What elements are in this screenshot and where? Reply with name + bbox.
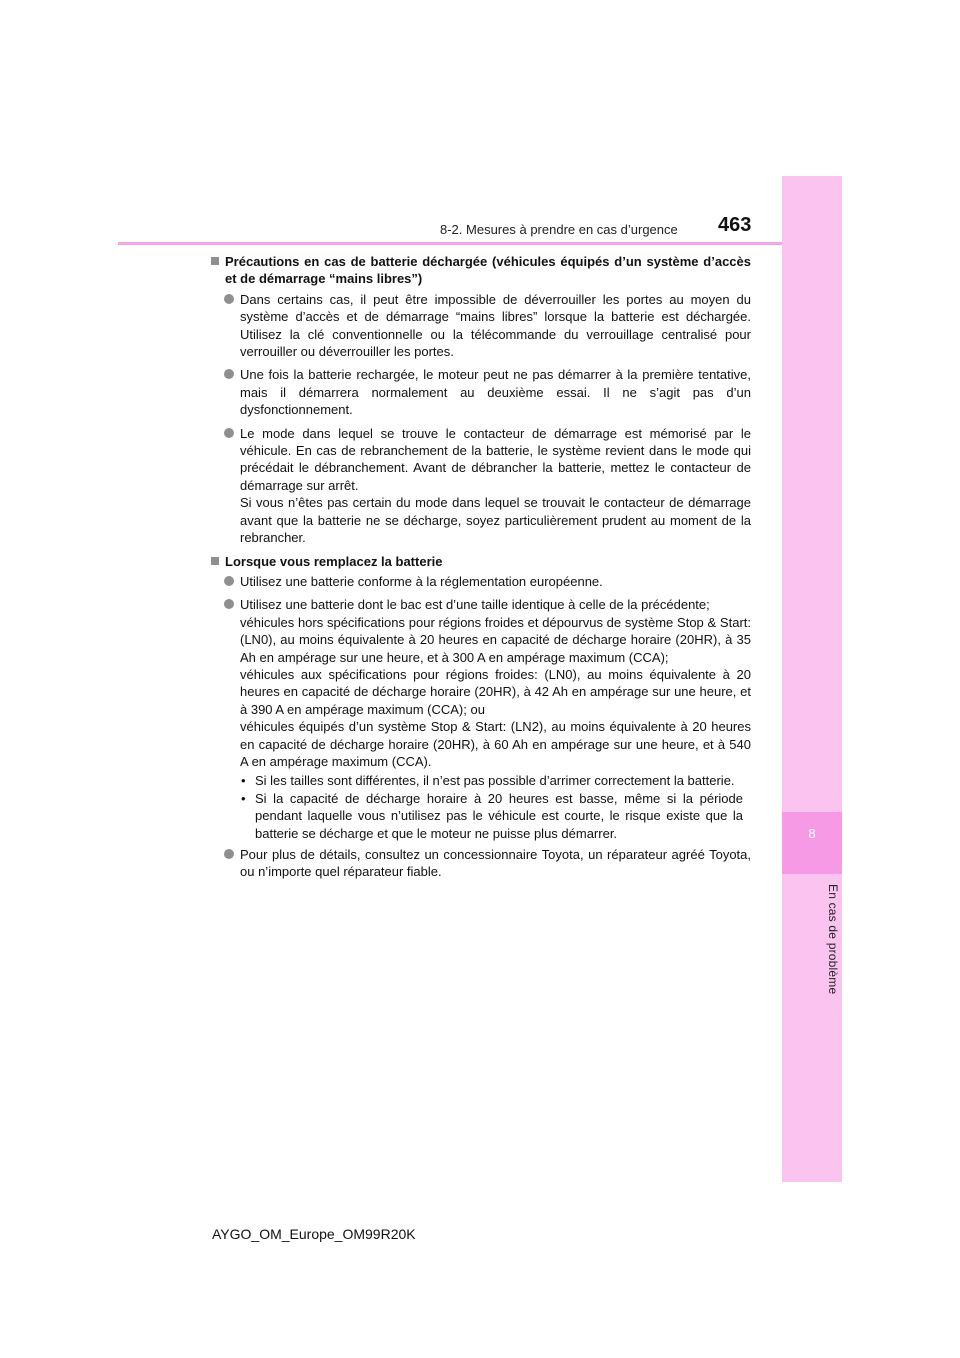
section-heading: Précautions en cas de batterie déchargée (véhicules équipés d’un système d’accès et de démarrage “mains libres”) xyxy=(211,253,751,288)
circle-bullet-icon xyxy=(224,294,234,304)
chapter-tab-active-marker xyxy=(782,812,842,874)
footer-document-id: AYGO_OM_Europe_OM99R20K xyxy=(212,1226,416,1242)
sub-list xyxy=(211,772,751,842)
circle-bullet-icon xyxy=(224,599,234,609)
list-item: Pour plus de détails, consultez un concessionnaire Toyota, un réparateur agréé Toyota, ou n’importe quel réparateur fiable. xyxy=(211,846,751,881)
chapter-number: 8 xyxy=(808,826,816,841)
circle-bullet-icon xyxy=(224,849,234,859)
header-section-title: 8-2. Mesures à prendre en cas d’urgence xyxy=(440,222,678,237)
sub-list-item: • Si la capacité de décharge horaire à 20 heures est basse, même si la période pendant laquelle vous n’utilisez pas le véhicule est courte, le risque existe que la batterie se décharge et que le moteur ne puisse plus démarrer. xyxy=(241,790,743,841)
section-heading: Lorsque vous remplacez la batterie xyxy=(211,553,751,570)
square-bullet-icon xyxy=(211,557,219,565)
list-item: Dans certains cas, il peut être impossible de déverrouiller les portes au moyen du système d’accès et de démarrage “mains libres” lorsque la batterie est déchargée. Utilisez la clé conventionnelle ou la télécommande du verrouillage centralisé pour verrouiller ou déverrouiller les portes. xyxy=(211,291,751,361)
page-number: 463 xyxy=(718,214,752,236)
list-item: Utilisez une batterie dont le bac est d’une taille identique à celle de la précédente; véhicules hors spécifications pour régions froides et dépourvus de système Stop & Start: (LN0), au moins équivalente à 20 heures en capacité de décharge horaire (20HR), à 35 Ah en ampérage sur une heure, et à 300 A en ampérage maximum (CCA); véhicules aux spécifications pour régions froides: (LN0), au moins équivalente à 20 heures en capacité de décharge horaire (20HR), à 42 Ah en ampérage sur une heure, et à 390 A en ampérage maximum (CCA); ou véhicules équipés d’un système Stop & Start: (LN2), au moins équivalente à 20 heures en capacité de décharge horaire (20HR), à 60 Ah en ampérage sur une heure, et à 540 A en ampérage maximum (CCA). xyxy=(211,596,751,770)
page-content xyxy=(211,253,751,887)
list-item: Le mode dans lequel se trouve le contacteur de démarrage est mémorisé par le véhicule. En cas de rebranchement de la batterie, le système revient dans le mode qui précédait le débranchement. Avant de débrancher la batterie, mettez le contacteur de démarrage sur arrêt. Si vous n’êtes pas certain du mode dans lequel se trouvait le contacteur de démarrage avant que la batterie ne se décharge, soyez particulièrement prudent au moment de la rebrancher. xyxy=(211,425,751,547)
circle-bullet-icon xyxy=(224,369,234,379)
circle-bullet-icon xyxy=(224,428,234,438)
sub-list-item: • Si les tailles sont différentes, il n’est pas possible d’arrimer correctement la batterie. xyxy=(241,773,735,789)
circle-bullet-icon xyxy=(224,576,234,586)
list-item: Utilisez une batterie conforme à la réglementation européenne. xyxy=(211,573,751,590)
chapter-side-tab xyxy=(782,176,842,1182)
chapter-title-vertical: En cas de problème xyxy=(826,884,840,995)
square-bullet-icon xyxy=(211,257,219,265)
list-item: Une fois la batterie rechargée, le moteur peut ne pas démarrer à la première tentative, mais il démarrera normalement au deuxième essai. Il ne s’agit pas d’un dysfonctionnement. xyxy=(211,366,751,418)
header-rule xyxy=(118,242,782,245)
